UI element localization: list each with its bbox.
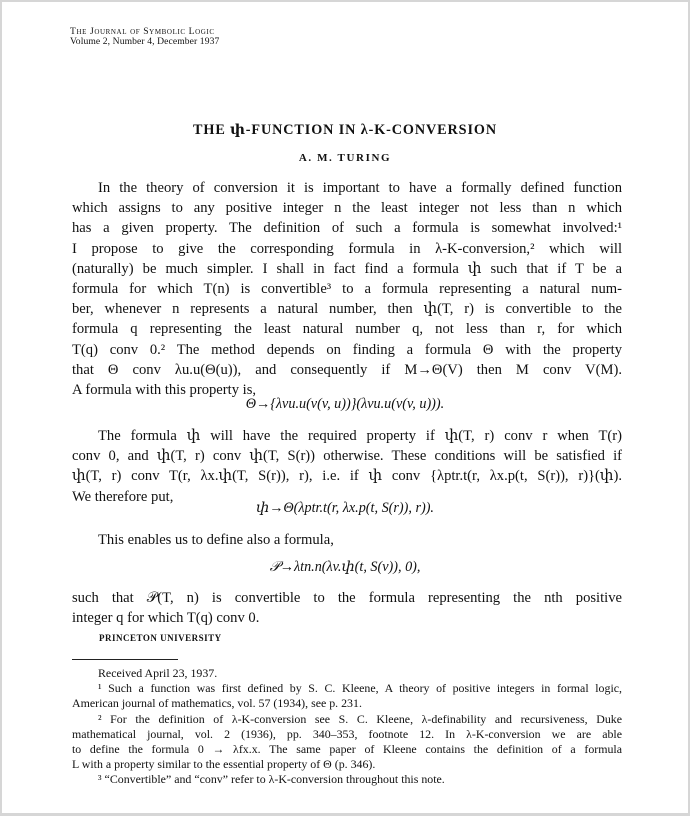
affiliation: PRINCETON UNIVERSITY [99, 633, 222, 643]
article-title: THE փ-FUNCTION IN λ-K-CONVERSION [193, 122, 497, 138]
text-line: such that 𝒫(T, n) is convertible to the formula representing the nth positive [72, 590, 622, 606]
footnote-divider [72, 659, 178, 660]
formula-theta: Θ→{λvu.u(v(v, u))}(λvu.u(v(v, u))). [245, 396, 445, 412]
journal-header [70, 27, 219, 46]
paragraph-3 [72, 530, 622, 550]
paragraph-2 [72, 426, 622, 507]
text-line: conv 0, and փ(T, r) conv փ(T, S(r)) otherwise. These conditions will be satisfied if [72, 448, 622, 465]
text-line: I propose to give the corresponding formula in λ-K-conversion,² which will [72, 240, 622, 257]
footnote-2-line: L with a property similar to the essential property of Θ (p. 346). [72, 757, 376, 772]
text-line: The formula փ will have the required property if փ(T, r) conv r when T(r) [98, 428, 622, 444]
formula-p: փ→Θ(λptr.t(r, λx.p(t, S(r)), r)). [256, 500, 434, 516]
paragraph-1 [72, 178, 622, 400]
text-line: ber, whenever n represents a natural number, then փ(T, r) is convertible to the [72, 301, 622, 318]
footnote-2-line: ² For the definition of λ-K-conversion see S. C. Kleene, λ-definability and recursiveness, Duke [98, 711, 622, 726]
text-line: T(q) conv 0.² The method depends on finding a formula Θ with the property [72, 341, 622, 358]
text-line: that Θ conv λu.u(Θ(u)), and consequently if M→Θ(V) then M conv V(M). [72, 361, 622, 378]
text-line: has a given property. The definition of such a formula is somewhat involved:¹ [72, 220, 622, 237]
journal-name: The Journal of Symbolic Logic [70, 26, 215, 37]
received-date: Received April 23, 1937. [98, 666, 218, 680]
formula-P: 𝒫→λtn.n(λv.փ(t, S(v)), 0), [269, 559, 421, 575]
text-line: A formula with this property is, [72, 382, 257, 399]
text-line: which assigns to any positive integer n the least integer not less than n which [72, 200, 622, 217]
text-line: In the theory of conversion it is important to have a formally defined function [98, 180, 622, 196]
journal-page [2, 2, 688, 813]
text-line: փ(T, r) conv T(r, λx.փ(T, S(r)), r), i.e. if փ conv {λptr.t(r, λx.p(t, S(r)), r)}(փ). [72, 468, 622, 485]
footnote-1-line: ¹ Such a function was first defined by S. C. Kleene, A theory of positive integers in formal logic, [98, 681, 622, 696]
journal-issue: Volume 2, Number 4, December 1937 [70, 35, 220, 47]
paragraph-4 [72, 588, 622, 628]
text-line: integer q for which T(q) conv 0. [72, 610, 260, 627]
footnote-1-line: American journal of mathematics, vol. 57 (1934), see p. 231. [72, 696, 362, 711]
article-author: A. M. TURING [298, 152, 392, 164]
footnote-2-line: to define the formula 0 → λfx.x. The same paper of Kleene contains the definition of a formula [72, 742, 622, 757]
footnotes [72, 666, 622, 788]
text-line: We therefore put, [72, 488, 174, 505]
text-line: formula for which T(n) is convertible³ to a formula representing a natural num- [72, 281, 622, 298]
text-line: formula q representing the least natural number q, not less than r, for which [72, 321, 622, 338]
text-line: This enables us to define also a formula, [98, 532, 334, 548]
text-line: (naturally) be much simpler. I shall in fact find a formula փ such that if T be a [72, 260, 622, 277]
footnote-2-line: mathematical journal, vol. 2 (1936), pp. 340–353, footnote 12. In λ-K-conversion we are able [72, 726, 622, 741]
footnote-3: ³ “Convertible” and “conv” refer to λ-K-conversion throughout this note. [98, 772, 445, 787]
